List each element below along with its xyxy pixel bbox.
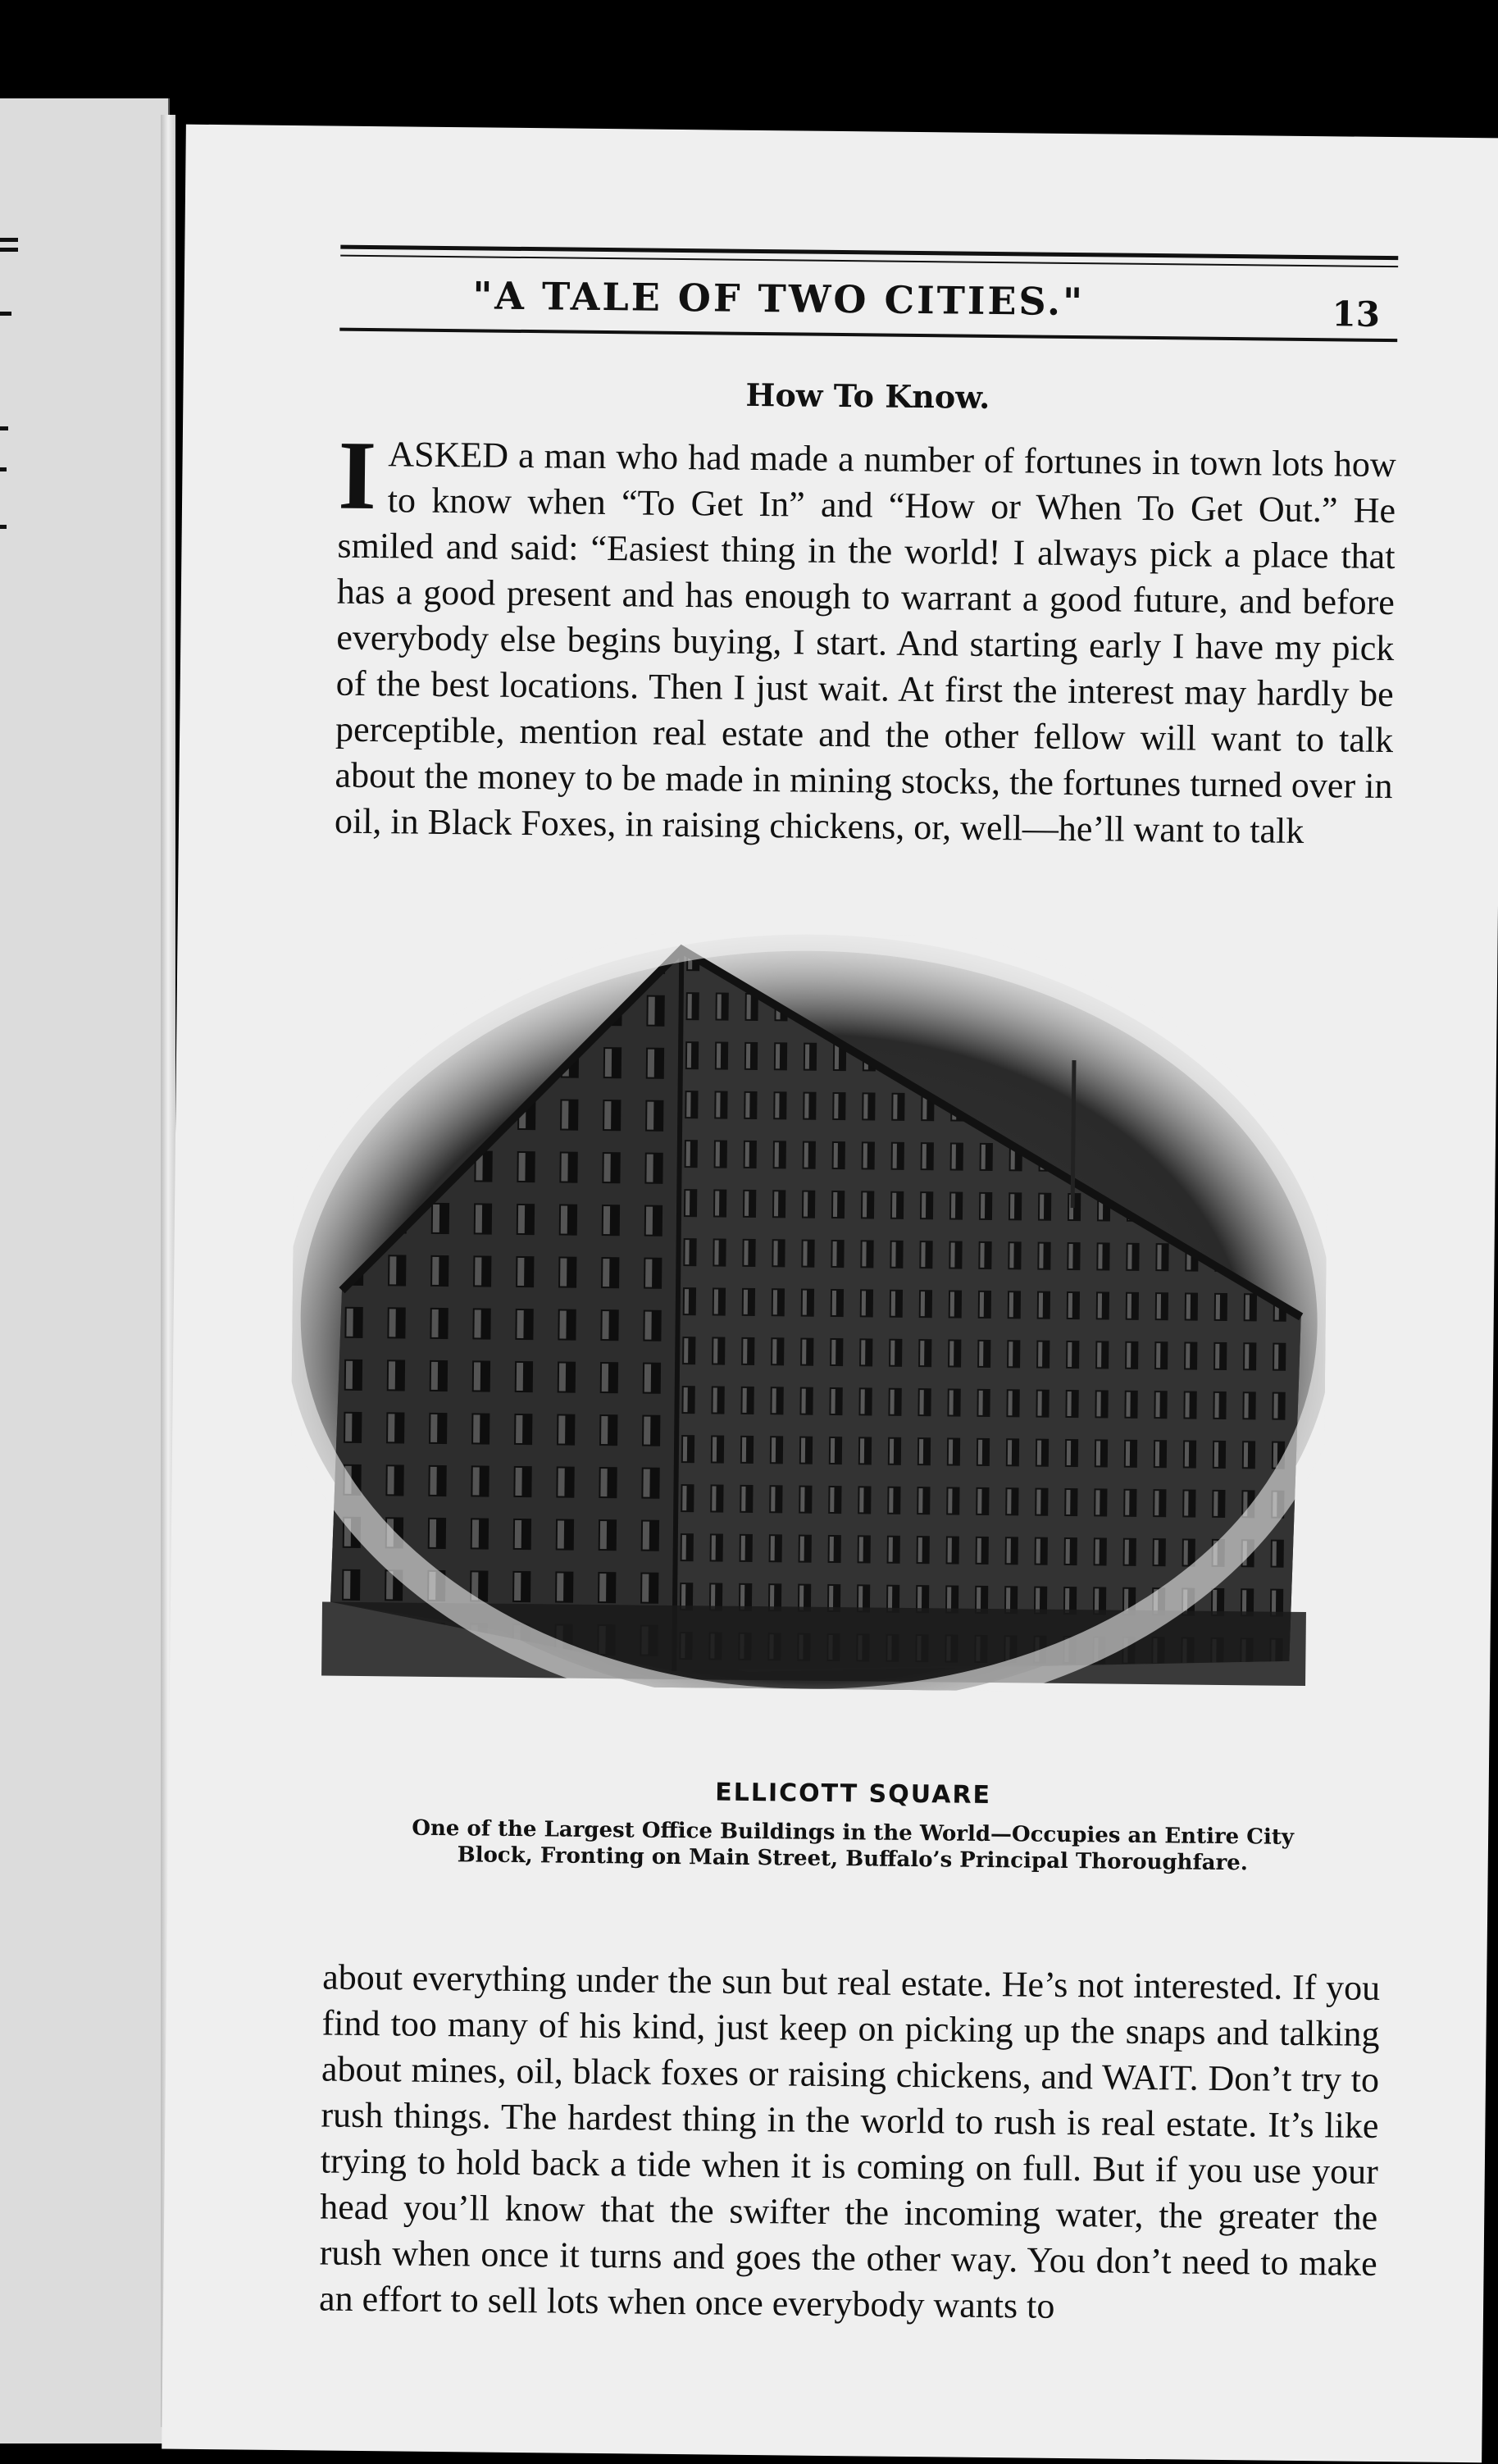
previous-page-text-fragments <box>0 98 20 2444</box>
paragraph-bottom: about everything under the sun but real estate. He’s not interested. If you find too many of his kind, just keep on picking up the snaps and talking about mines, oil, black foxes or raising chickens, and WAIT. Don’t try to rush things. The hardest thing in the world to rush is real estate. It’s like trying to hold back a tide when it is coming on full. But if you use your head you’ll know that the swifter the incoming water, the greater the rush when once it turns and goes the other way. You don’t need to make an effort to sell lots when once everybody wants to <box>318 1956 1381 2326</box>
running-title: "A TALE OF TWO CITIES." <box>472 273 1086 325</box>
section-heading: How To Know. <box>745 376 990 416</box>
paragraph-top <box>334 420 1396 855</box>
photo-caption-line-2: Block, Fronting on Main Street, Buffalo’s Principal Thoroughfare. <box>457 1842 1249 1876</box>
drop-cap: I <box>337 420 377 531</box>
photo-caption-title: ELLICOTT SQUARE <box>715 1778 992 1810</box>
previous-page-edge <box>0 98 170 2444</box>
photo-caption-line-1: One of the Largest Office Buildings in the World—Occupies an Entire City <box>412 1815 1295 1850</box>
ellicott-square-photo <box>289 929 1330 1694</box>
book-page <box>162 125 1498 2463</box>
flagpole <box>1072 1060 1074 1208</box>
header-rule-bottom <box>339 328 1397 343</box>
page-number: 13 <box>1332 294 1381 335</box>
paragraph-top-text: ASKED a man who had made a number of fortunes in town lots how to know when “To Get In” and “How or When To Get Out.” He smiled and said: “Easiest thing in the world! I always pick a place that has a good present and has enough to warrant a good future, and before everybody else begins buying, I start. And starting early I have my pick of the best locations. Then I just wait. At first the interest may hardly be perceptible, mention real estate and the other fellow will want to talk about the money to be made in mining stocks, the fortunes turned over in oil, in Black Foxes, in raising chickens, or, well—he’ll want to talk <box>334 434 1396 851</box>
